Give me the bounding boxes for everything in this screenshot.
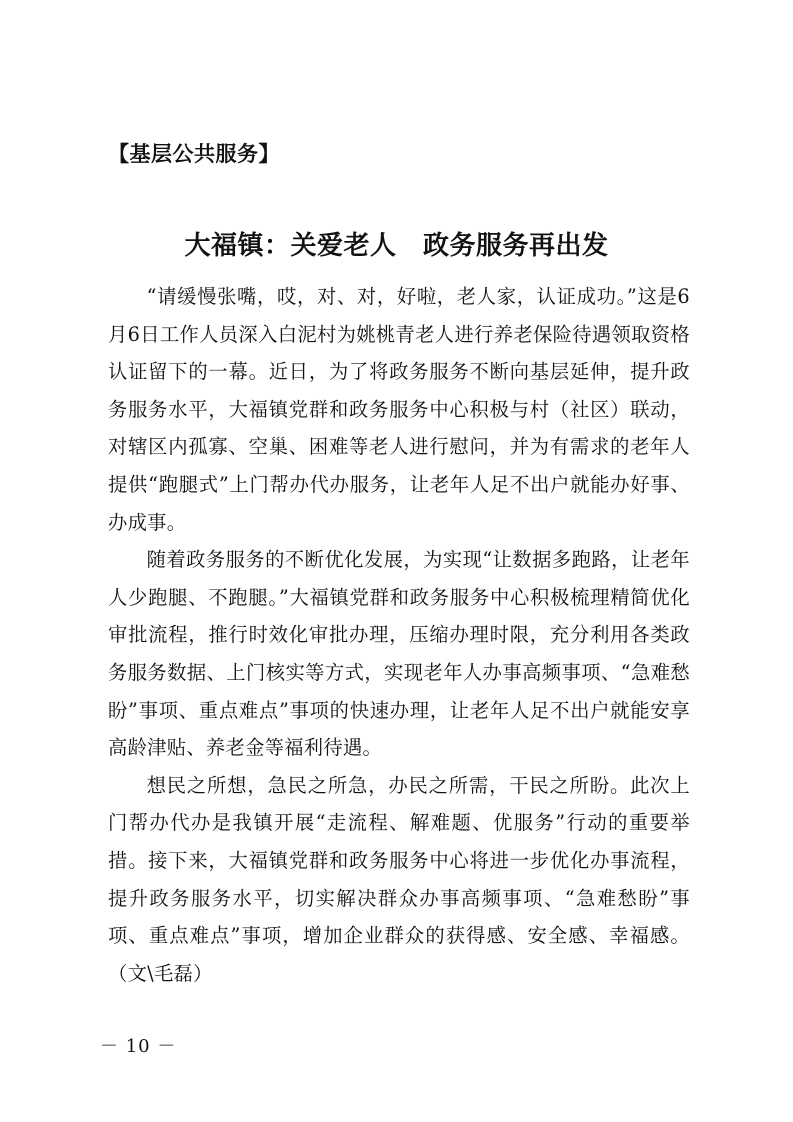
paragraph-2: 随着政务服务的不断优化发展，为实现“让数据多跑路，让老年人少跑腿、不跑腿。”大福镇党群和政务服务中心积极梳理精简优化审批流程，推行时效化审批办理，压缩办理时限，充分利用各类政务服务数据、上门核实等方式，实现老年人办事高频事项、“急难愁盼”事项、重点难点”事项的快速办理，让老年人足不出户就能安享高龄津贴、养老金等福利待遇。 <box>108 548 690 760</box>
paragraph-1: “请缓慢张嘴，哎，对、对，好啦，老人家，认证成功。”这是6月6日工作人员深入白泥村为姚桃青老人进行养老保险待遇领取资格认证留下的一幕。近日，为了将政务服务不断向基层延伸，提升政务服务水平，大福镇党群和政务服务中心积极与村（社区）联动，对辖区内孤寡、空巢、困难等老人进行慰问，并为有需求的老年人提供“跑腿式”上门帮办代办服务，让老年人足不出户就能办好事、办成事。 <box>108 285 690 534</box>
paragraph-3: 想民之所想，急民之所急，办民之所需，干民之所盼。此次上门帮办代办是我镇开展“走流程、解难题、优服务”行动的重要举措。接下来，大福镇党群和政务服务中心将进一步优化办事流程，提升政务服务水平，切实解决群众办事高频事项、“急难愁盼”事项、重点难点”事项，增加企业群众的获得感、安全感、幸福感。（文\毛磊） <box>108 773 690 985</box>
page-number: － 10 － <box>100 1036 177 1057</box>
article-body <box>108 278 690 992</box>
article-title: 大福镇：关爱老人 政务服务再出发 <box>184 231 609 261</box>
section-tag: 【基层公共服务】 <box>108 142 280 166</box>
